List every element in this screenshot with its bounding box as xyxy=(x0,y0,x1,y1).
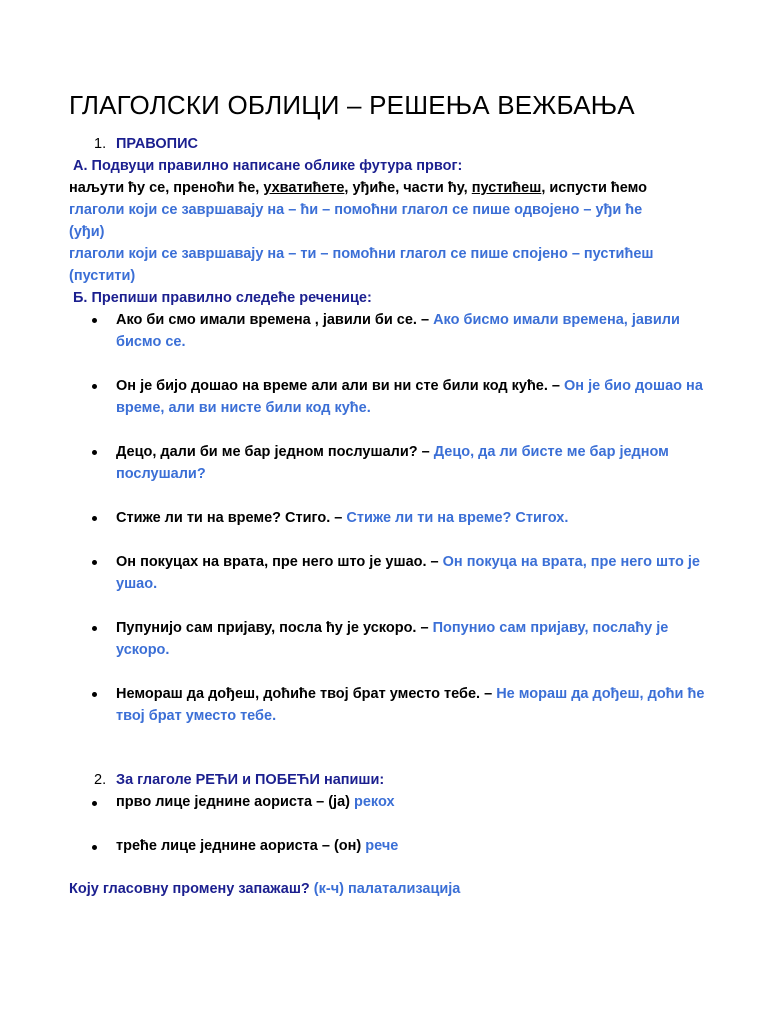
closing-question xyxy=(69,878,460,900)
part-a-heading: А. Подвуци правилно написане облике футура првог: xyxy=(73,158,463,174)
page-title: ГЛАГОЛСКИ ОБЛИЦИ – РЕШЕЊА ВЕЖБАЊА xyxy=(69,90,635,120)
bullet-icon xyxy=(92,801,97,806)
item-answer: Децо, да ли бисте ме бар једном послушали? xyxy=(116,444,669,482)
rule-2-line-2: (пустити) xyxy=(69,268,136,284)
item-answer: Попунио сам пријаву, послаћу је ускоро. xyxy=(116,620,669,658)
item-original: Стиже ли ти на време? Стиго. – xyxy=(116,510,347,526)
question-text: Коју гласовну промену запажаш? xyxy=(69,881,314,897)
bullet-icon xyxy=(92,560,97,565)
part-b-heading: Б. Препиши правилно следеће реченице: xyxy=(73,290,372,306)
list-item xyxy=(116,617,716,661)
question-answer: (к-ч) палатализација xyxy=(313,881,461,897)
item-answer: Он је био дошао на време, али ви нисте били код куће. xyxy=(116,378,703,416)
word-group-2: , уђиће, части ћу, xyxy=(344,180,472,196)
item-answer: рекох xyxy=(354,794,395,810)
item-original: Он је бијо дошао на време али али ви ни сте били код куће. – xyxy=(116,378,565,394)
bullet-icon xyxy=(92,626,97,631)
list-item xyxy=(116,441,716,485)
part-a-words xyxy=(69,177,647,199)
item-original: Он покуцах на врата, пре него што је ушао. – xyxy=(116,554,443,570)
item-answer: Он покуца на врата, пре него што је ушао. xyxy=(116,554,700,592)
list-item xyxy=(116,309,716,353)
bullet-icon xyxy=(92,516,97,521)
bullet-icon xyxy=(92,692,97,697)
section2-heading: За глаголе РЕЋИ и ПОБЕЋИ напиши: xyxy=(116,772,385,788)
rule-2-line-1: глаголи који се завршавају на – ти – помоћни глагол се пише спојено – пустићеш xyxy=(69,246,654,262)
item-original: Децо, дали би ме бар једном послушали? – xyxy=(116,444,434,460)
bullet-icon xyxy=(92,318,97,323)
underlined-word-1: ухватићете xyxy=(263,180,345,196)
list-item xyxy=(116,835,398,857)
item-original: Немораш да дођеш, доћиће твој брат уместо тебе. – xyxy=(116,686,497,702)
section1-number: 1. xyxy=(94,136,107,152)
item-original: Пупунијо сам пријаву, посла ћу је ускоро. – xyxy=(116,620,433,636)
list-item xyxy=(116,791,395,813)
item-answer: Ако бисмо имали времена, јавили бисмо се. xyxy=(116,312,680,350)
list-item xyxy=(116,375,716,419)
bullet-icon xyxy=(92,384,97,389)
item-original: Ако би смо имали времена , јавили би се. – xyxy=(116,312,434,328)
item-answer: Не мораш да дођеш, доћи ће твој брат уместо тебе. xyxy=(116,686,705,724)
list-item xyxy=(116,507,716,529)
list-item xyxy=(116,683,716,727)
section2-number: 2. xyxy=(94,772,107,788)
underlined-word-2: пустићеш xyxy=(471,180,542,196)
list-item xyxy=(116,551,716,595)
item-text: треће лице једнине аориста – (он) xyxy=(116,838,366,854)
bullet-icon xyxy=(92,845,97,850)
bullet-icon xyxy=(92,450,97,455)
rule-1-line-1: глаголи који се завршавају на – ћи – помоћни глагол се пише одвојено – уђи ће xyxy=(69,202,643,218)
word-group-1: наљути ћу се, преноћи ће, xyxy=(69,180,264,196)
section1-heading: ПРАВОПИС xyxy=(116,136,198,152)
item-answer: Стиже ли ти на време? Стигох. xyxy=(346,510,569,526)
item-text: прво лице једнине аориста – (ја) xyxy=(116,794,354,810)
item-answer: рече xyxy=(365,838,399,854)
word-group-3: , испусти ћемо xyxy=(541,180,648,196)
rule-1-line-2: (уђи) xyxy=(69,224,105,240)
